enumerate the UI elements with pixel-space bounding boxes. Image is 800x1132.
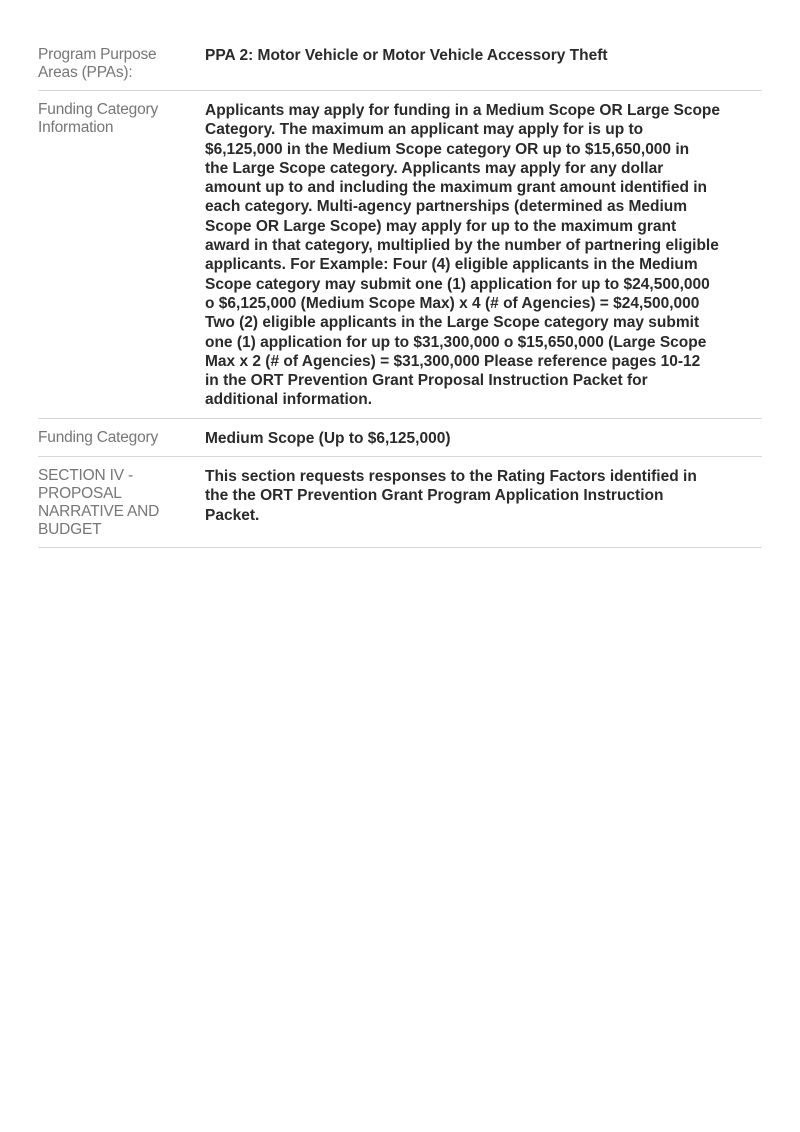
row-value: This section requests responses to the Rating Factors identified in the the ORT Prevention Grant Program Application Instruction Packet.	[205, 468, 697, 524]
row-program-purpose-areas	[38, 36, 762, 91]
form-details-table	[38, 36, 762, 548]
row-label: Program Purpose Areas (PPAs):	[38, 46, 157, 81]
row-label: SECTION IV - PROPOSAL NARRATIVE AND BUDGET	[38, 467, 160, 539]
row-label: Funding Category	[38, 428, 159, 446]
row-section-iv	[38, 457, 762, 548]
row-value: Medium Scope (Up to $6,125,000)	[205, 429, 451, 447]
row-funding-category	[38, 419, 762, 457]
row-value: PPA 2: Motor Vehicle or Motor Vehicle Accessory Theft	[205, 47, 608, 64]
row-funding-category-information	[38, 91, 762, 419]
row-value: Applicants may apply for funding in a Medium Scope OR Large Scope Category. The maximum an applicant may apply for is up to $6,125,000 in the Medium Scope category OR up to $15,650,000 in the Large Scope category. Applicants may apply for any dollar amount up to and including the maximum grant amount identified in each category. Multi-agency partnerships (determined as Medium Scope OR Large Scope) may apply for up to the maximum grant award in that category, multiplied by the number of partnering eligible applicants. For Example: Four (4) eligible applicants in the Medium Scope category may submit one (1) application for up to $24,500,000 o $6,125,000 (Medium Scope Max) x 4 (# of Agencies) = $24,500,000 Two (2) eligible applicants in the Large Scope category may submit one (1) application for up to $31,300,000 o $15,650,000 (Large Scope Max x 2 (# of Agencies) = $31,300,000 Please reference pages 10-12 in the ORT Prevention Grant Proposal Instruction Packet for additional information.	[205, 102, 721, 409]
row-label: Funding Category Information	[38, 101, 159, 136]
